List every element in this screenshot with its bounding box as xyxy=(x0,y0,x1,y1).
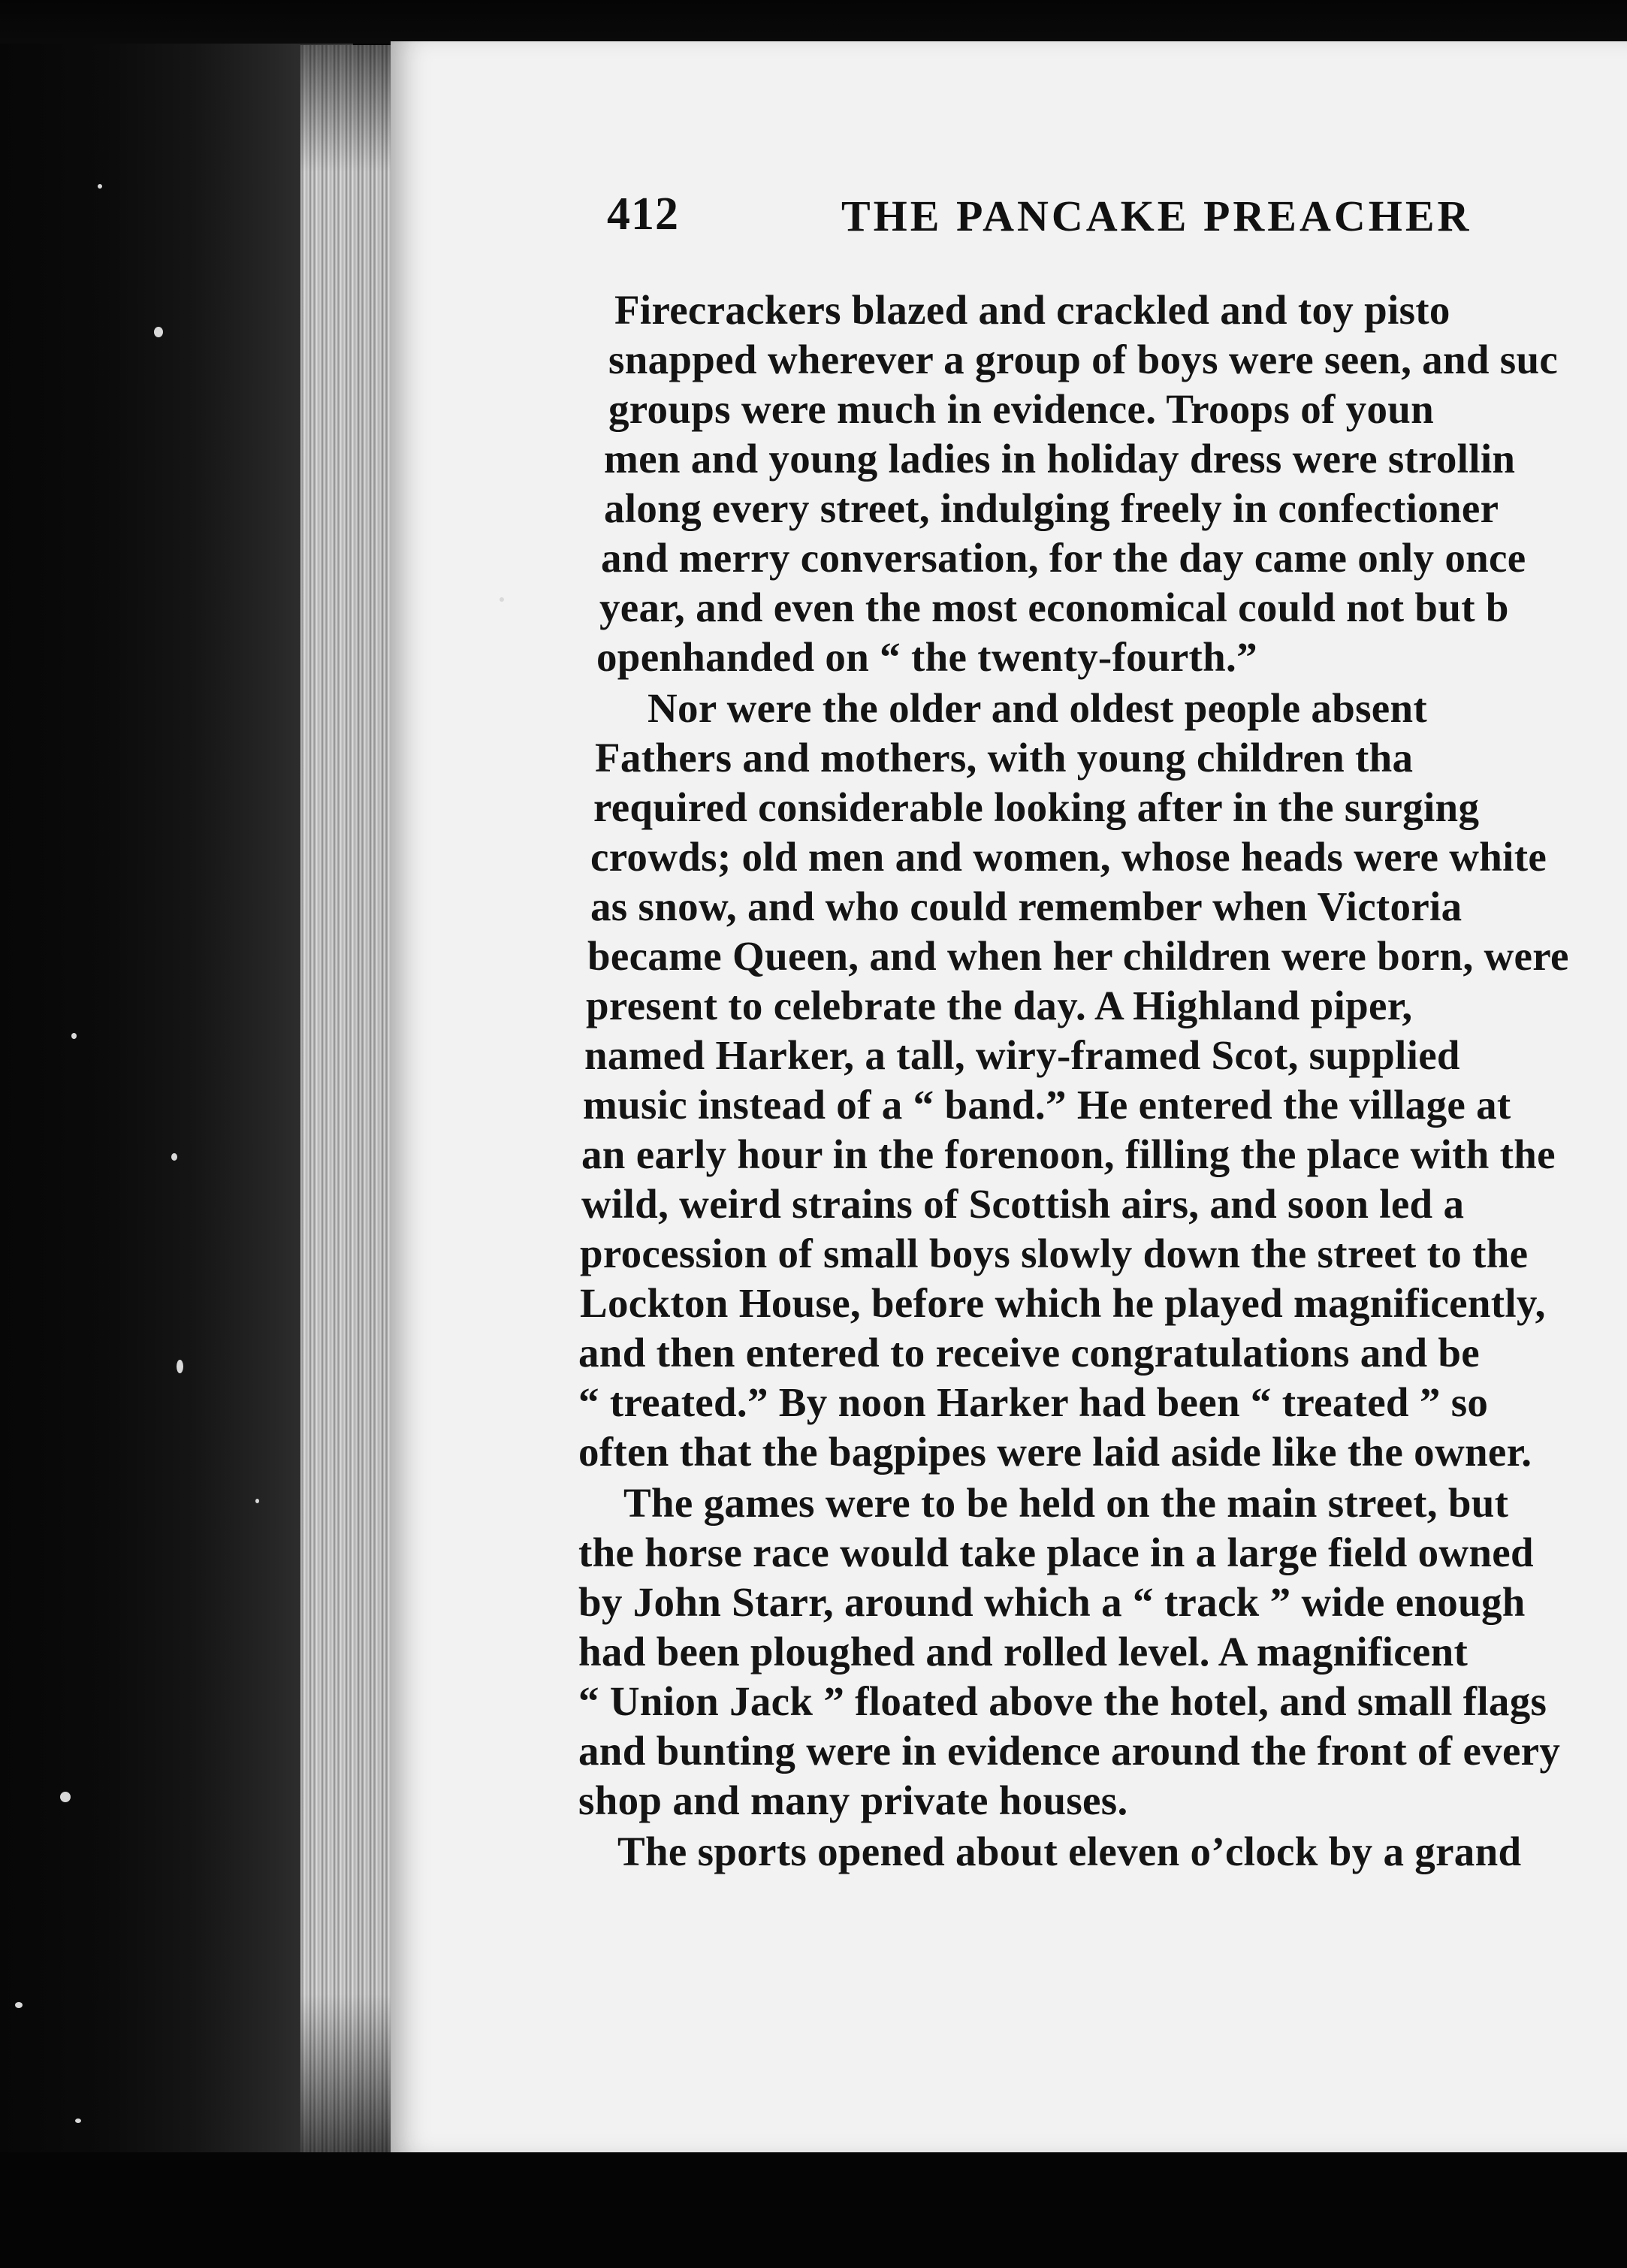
text-line: groups were much in evidence. Troops of youn xyxy=(608,386,1435,432)
top-dark-margin xyxy=(0,0,1627,44)
text-line: and merry conversation, for the day came only once xyxy=(601,535,1526,581)
text-line: Lockton House, before which he played magnificently, xyxy=(580,1280,1546,1326)
text-line: often that the bagpipes were laid aside like the owner. xyxy=(578,1429,1532,1475)
bottom-dark-margin xyxy=(0,2152,1627,2268)
text-line: The games were to be held on the main street, but xyxy=(623,1480,1509,1526)
text-line: crowds; old men and women, whose heads were white xyxy=(590,834,1547,880)
dust-speck xyxy=(171,1153,177,1161)
text-line: by John Starr, around which a “ track ” wide enough xyxy=(578,1579,1526,1625)
text-line: named Harker, a tall, wiry-framed Scot, supplied xyxy=(584,1032,1460,1078)
dust-speck xyxy=(71,1033,77,1039)
body-text xyxy=(578,278,1627,1968)
text-line: had been ploughed and rolled level. A magnificent xyxy=(578,1629,1469,1675)
dust-speck xyxy=(255,1499,259,1503)
dust-speck xyxy=(154,327,163,337)
text-line: an early hour in the forenoon, filling the place with the xyxy=(581,1131,1556,1177)
text-line: Firecrackers blazed and crackled and toy pisto xyxy=(614,287,1450,333)
dust-speck xyxy=(500,597,504,602)
text-line: “ Union Jack ” floated above the hotel, and small flags xyxy=(578,1678,1547,1724)
text-line: men and young ladies in holiday dress were strollin xyxy=(604,436,1516,482)
text-line: wild, weird strains of Scottish airs, and soon led a xyxy=(581,1181,1465,1227)
text-line: and bunting were in evidence around the front of every xyxy=(578,1728,1561,1774)
dust-speck xyxy=(15,2002,23,2008)
text-line: shop and many private houses. xyxy=(578,1777,1128,1823)
dust-speck xyxy=(75,2119,81,2123)
text-line: Nor were the older and oldest people absent xyxy=(647,685,1428,731)
dust-speck xyxy=(60,1792,71,1802)
running-head xyxy=(607,188,1627,255)
page-number: 412 xyxy=(607,189,679,240)
text-line: procession of small boys slowly down the street to the xyxy=(580,1231,1529,1276)
text-line: required considerable looking after in the surging xyxy=(593,784,1480,830)
text-line: as snow, and who could remember when Victoria xyxy=(590,883,1462,929)
dust-speck xyxy=(177,1360,183,1373)
text-line: the horse race would take place in a large field owned xyxy=(578,1530,1534,1575)
dust-speck xyxy=(98,184,102,189)
text-line: became Queen, and when her children were born, were xyxy=(587,933,1569,979)
text-line: music instead of a “ band.” He entered the village at xyxy=(583,1082,1511,1128)
text-line: present to celebrate the day. A Highland piper, xyxy=(586,983,1413,1028)
text-line: year, and even the most economical could not but b xyxy=(599,584,1509,630)
text-line: openhanded on “ the twenty-fourth.” xyxy=(596,634,1257,680)
text-line: along every street, indulging freely in confectioner xyxy=(604,485,1499,531)
text-line: The sports opened about eleven o’clock by a grand xyxy=(617,1829,1522,1874)
text-line: “ treated.” By noon Harker had been “ treated ” so xyxy=(578,1379,1489,1425)
text-line: snapped wherever a group of boys were seen, and suc xyxy=(608,337,1559,382)
text-line: and then entered to receive congratulations and be xyxy=(578,1330,1480,1376)
running-title: THE PANCAKE PREACHER xyxy=(841,192,1472,240)
text-line: Fathers and mothers, with young children tha xyxy=(595,735,1414,781)
